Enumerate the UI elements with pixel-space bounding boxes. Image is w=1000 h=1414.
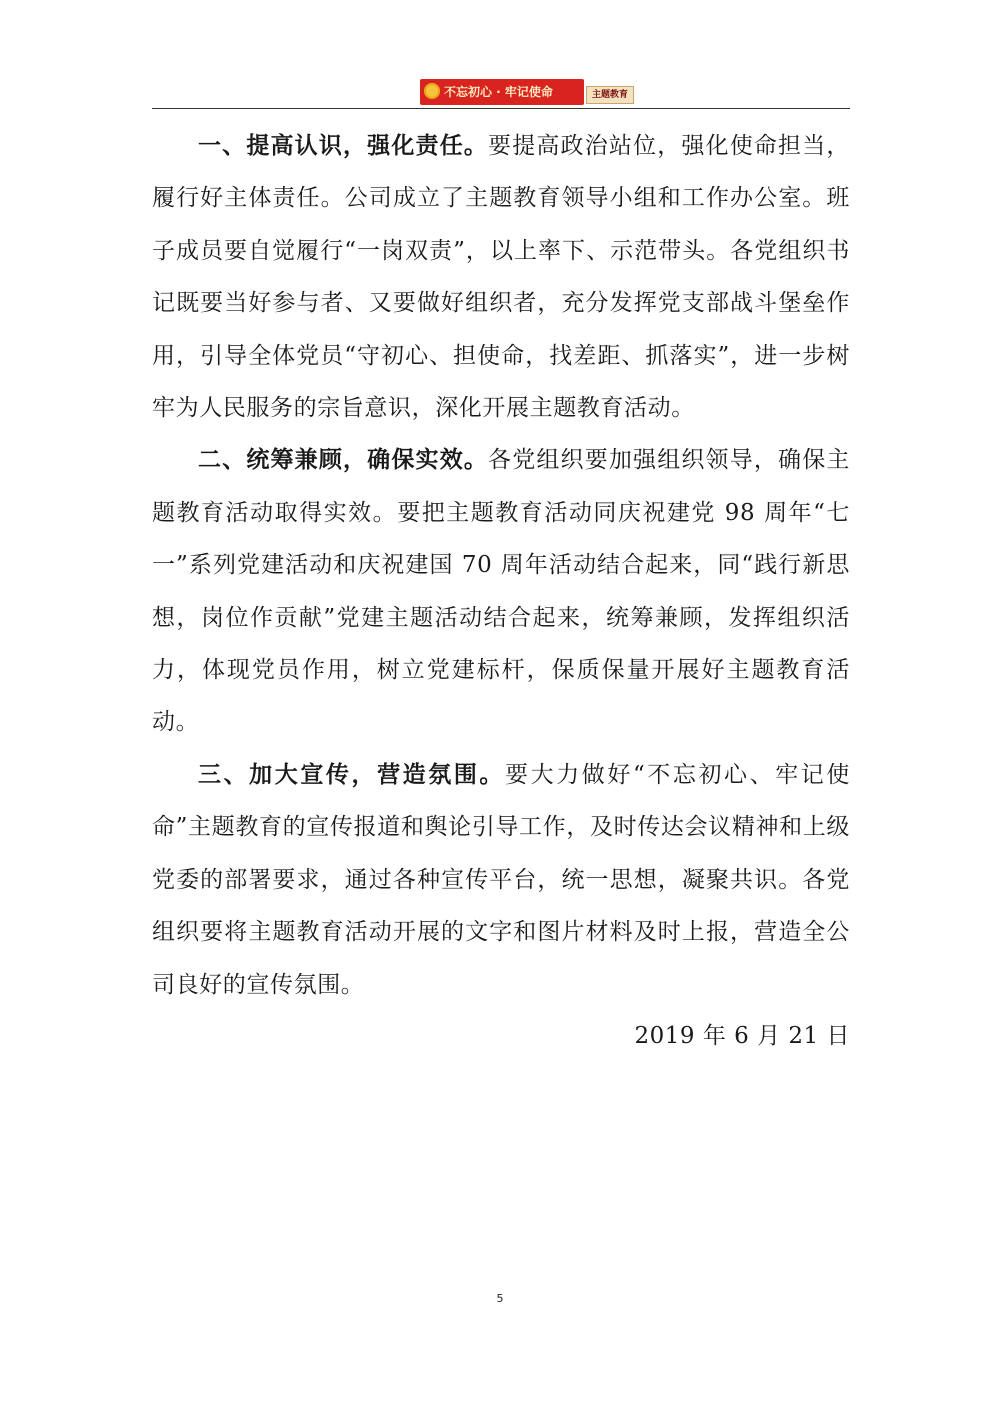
paragraph-1-heading: 一、提高认识，强化责任。 [198,132,489,159]
paragraph-2-heading: 二、统筹兼顾，确保实效。 [198,446,489,474]
theme-banner [420,79,584,105]
paragraph-3 [152,749,850,1011]
paragraph-1 [152,120,850,434]
page-header [152,74,850,110]
paragraph-3-heading: 三、加大宣传，营造氛围。 [198,760,506,788]
paragraph-3-text: 要大力做好“不忘初心、牢记使命”主题教育的宣传报道和舆论引导工作，及时传达会议精神和上级党委的部署要求，通过各种宣传平台，统一思想，凝聚共识。各党组织要将主题教育活动开展的文字和图片材料及时上报，营造全公司良好的宣传氛围。 [152,761,850,998]
banner-tag: 主题教育 [586,86,634,104]
party-emblem-icon [424,83,440,99]
page-number: 5 [496,1292,504,1305]
paragraph-2-text: 各党组织要加强组织领导，确保主题教育活动取得实效。要把主题教育活动同庆祝建党 98 周年“七一”系列党建活动和庆祝建国 70 周年活动结合起来，同“践行新思想，岗位作贡献”党建主题活动结合起来，统筹兼顾，发挥组织活力，体现党员作用，树立党建标杆，保质保量开展好主题教育活动。 [152,447,850,736]
paragraph-1-text: 要提高政治站位，强化使命担当，履行好主体责任。公司成立了主题教育领导小组和工作办公室。班子成员要自觉履行“一岗双责”，以上率下、示范带头。各党组织书记既要当好参与者、又要做好组织者，充分发挥党支部战斗堡垒作用，引导全体党员“守初心、担使命，找差距、抓落实”，进一步树牢为人民服务的宗旨意识，深化开展主题教育活动。 [152,133,850,422]
paragraph-2 [152,434,850,748]
banner-slogan: 不忘初心 · 牢记使命 [444,85,553,99]
header-divider [152,108,850,109]
document-date: 2019 年 6 月 21 日 [634,1023,850,1049]
document-body [152,120,850,1011]
